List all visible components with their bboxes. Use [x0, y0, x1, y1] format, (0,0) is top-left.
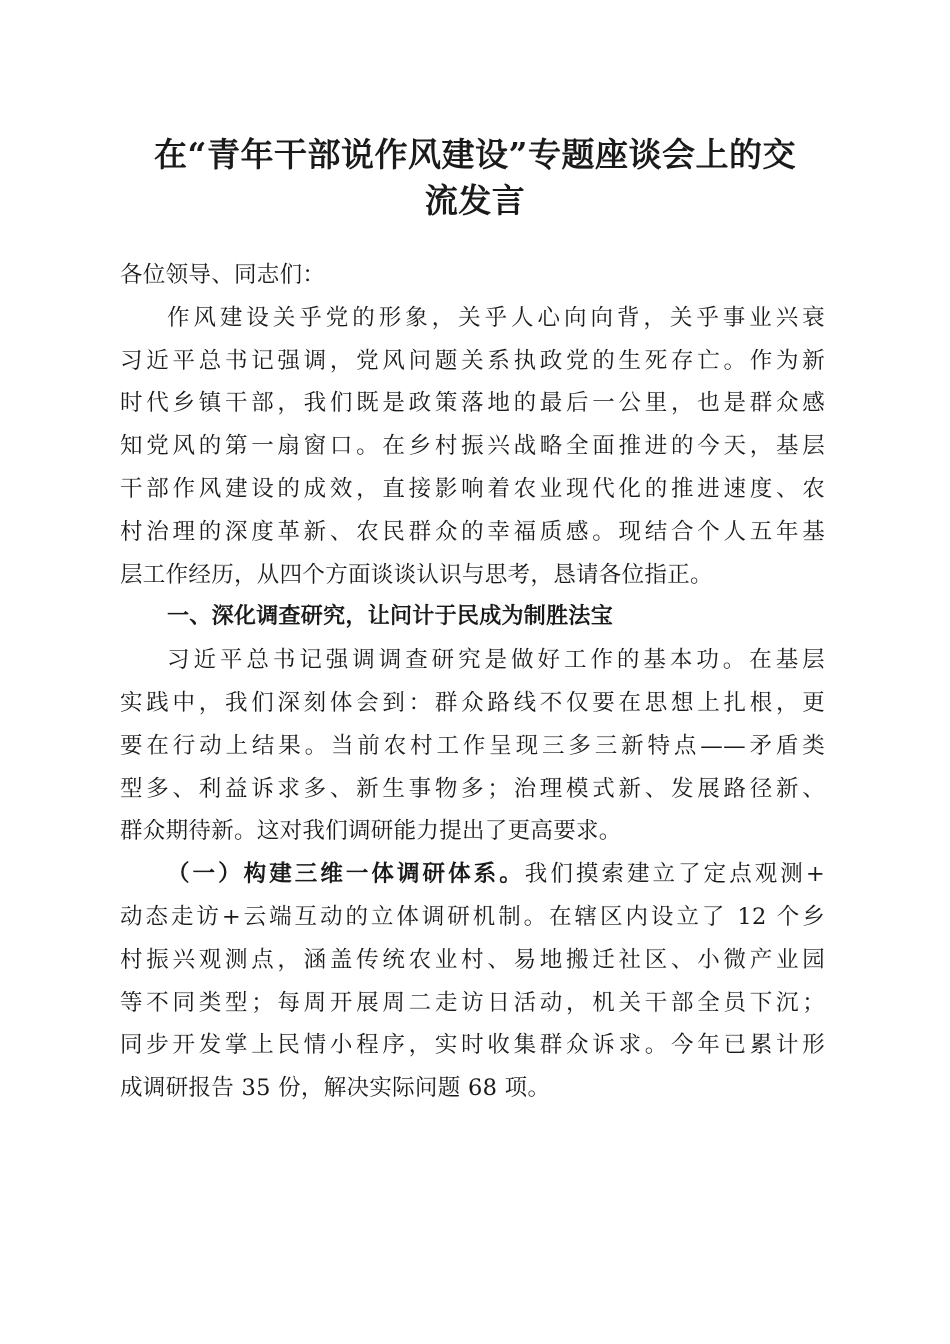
title-line-1: 在“青年干部说作风建设”专题座谈会上的交	[154, 135, 796, 174]
section1-paragraph	[120, 639, 825, 853]
paragraph-line: 动态走访+云端互动的立体调研机制。在辖区内设立了 12 个乡	[120, 903, 825, 930]
section-heading-1: 一、深化调查研究，让问计于民成为制胜法宝	[167, 604, 614, 630]
salutation: 各位领导、同志们：	[120, 262, 326, 288]
paragraph-line: 等不同类型；每周开展周二走访日活动，机关干部全员下沉；	[120, 989, 825, 1016]
subsection-heading: （一）构建三维一体调研体系。	[167, 861, 525, 888]
subsection-1	[120, 853, 825, 1110]
paragraph-line: 习近平总书记强调，党风问题关系执政党的生死存亡。作为新	[120, 347, 825, 374]
paragraph-line: 层工作经历，从四个方面谈谈认识与思考，恳请各位指正。	[120, 561, 713, 588]
paragraph-line: 群众期待新。这对我们调研能力提出了更高要求。	[120, 818, 622, 845]
paragraph-line: 作风建设关乎党的形象，关乎人心向向背，关乎事业兴衰	[167, 304, 825, 331]
paragraph-line: 知党风的第一扇窗口。在乡村振兴战略全面推进的今天，基层	[120, 433, 825, 460]
paragraph-line: 村振兴观测点，涵盖传统农业村、易地搬迁社区、小微产业园	[120, 946, 825, 973]
paragraph-line: 要在行动上结果。当前农村工作呈现三多三新特点——矛盾类	[120, 732, 825, 759]
paragraph-line: 实践中，我们深刻体会到：群众路线不仅要在思想上扎根，更	[120, 689, 825, 716]
title-line-2: 流发言	[424, 181, 526, 220]
intro-paragraph	[120, 297, 825, 597]
subsection-first-line-text: 我们摸索建立了定点观测+	[524, 861, 826, 888]
document-body	[120, 254, 825, 1110]
paragraph-line: 干部作风建设的成效，直接影响着农业现代化的推进速度、农	[120, 475, 825, 502]
paragraph-line: 同步开发掌上民情小程序，实时收集群众诉求。今年已累计形	[120, 1032, 825, 1059]
document-title	[110, 132, 840, 224]
subsection-first-line	[120, 853, 825, 896]
paragraph-line: 村治理的深度革新、农民群众的幸福质感。现结合个人五年基	[120, 518, 825, 545]
paragraph-line: 习近平总书记强调调查研究是做好工作的基本功。在基层	[167, 647, 825, 674]
paragraph-line: 时代乡镇干部，我们既是政策落地的最后一公里，也是群众感	[120, 390, 825, 417]
paragraph-line: 型多、利益诉求多、新生事物多；治理模式新、发展路径新、	[120, 775, 825, 802]
paragraph-line: 成调研报告 35 份，解决实际问题 68 项。	[120, 1075, 551, 1102]
